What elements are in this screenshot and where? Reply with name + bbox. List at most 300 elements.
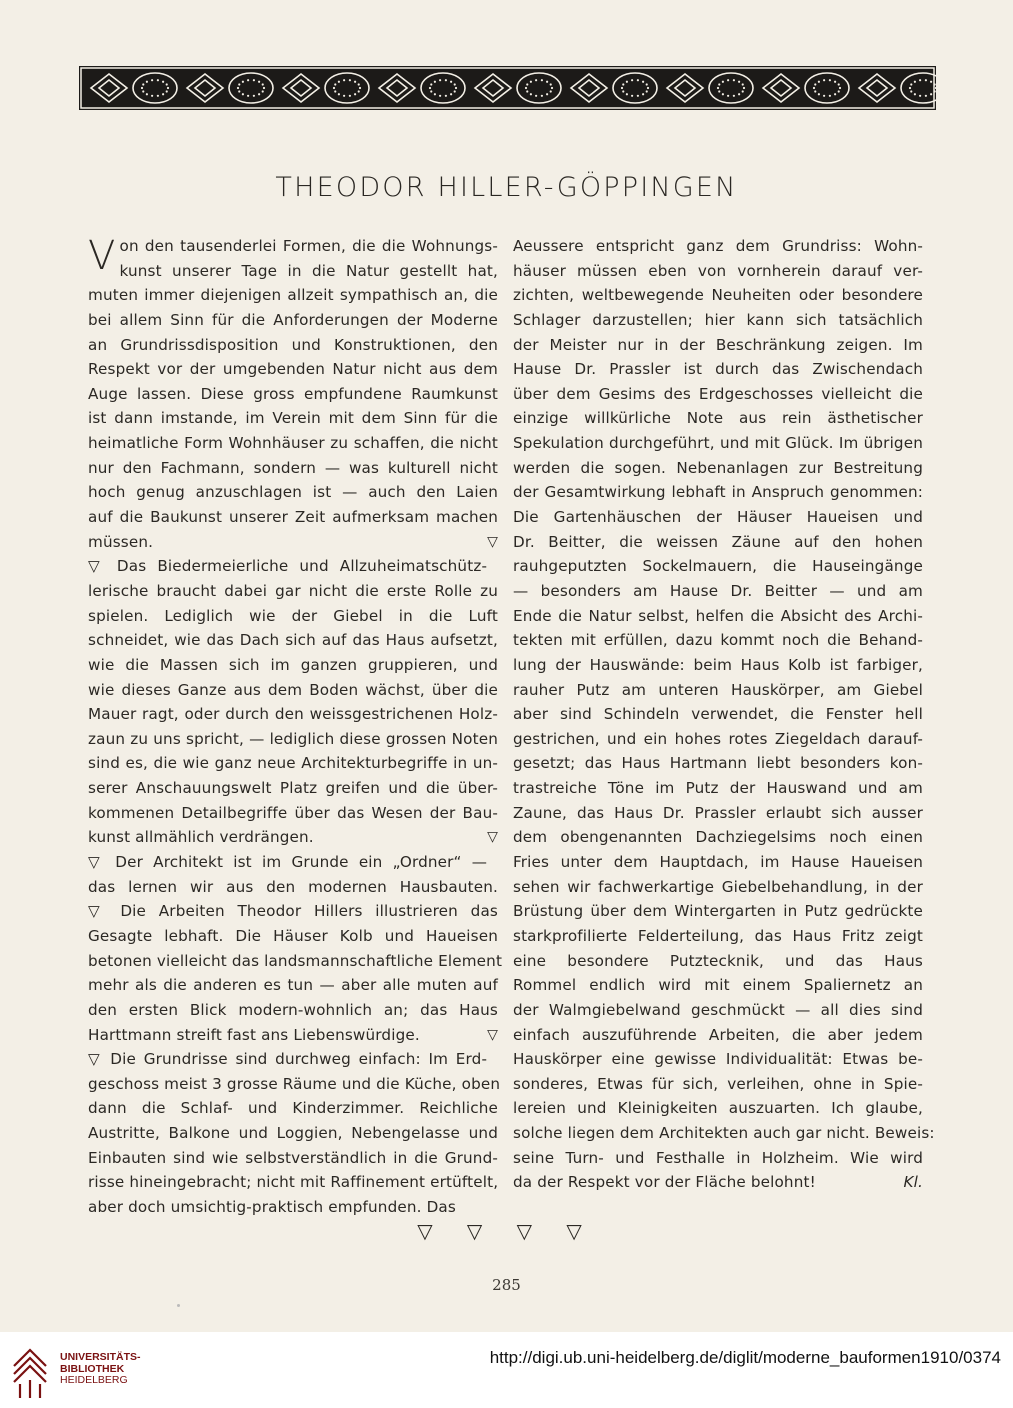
ornament-dot: [157, 79, 159, 81]
ornament-dot: [834, 93, 836, 95]
paragraph-end-mark: ▽: [487, 533, 498, 550]
text-line-content: Spekulation durchgeführt, und mit Glück. Im übrigen: [513, 434, 923, 453]
text-line-content: geschoss meist 3 grosse Räume und die Küche, oben: [88, 1074, 501, 1093]
ornament-dot: [823, 79, 825, 81]
text-line: [88, 949, 503, 974]
text-line-content: kunst allmählich verdrängen.: [88, 828, 314, 847]
ornament-dot: [646, 90, 648, 92]
ornament-dot: [146, 81, 148, 83]
text-line-content: da der Respekt vor der Fläche belohnt!: [513, 1173, 816, 1192]
text-line: [88, 456, 498, 481]
ornament-dot: [930, 81, 932, 83]
text-line-content: Aeussere entspricht ganz dem Grundriss: Wohn-: [513, 237, 923, 255]
text-line-content: muten immer diejenigen allzeit sympathisch an, die: [88, 286, 498, 305]
ornament-dot: [914, 81, 916, 83]
text-line: [513, 554, 923, 579]
text-line: [513, 653, 923, 678]
ornament-dot: [258, 81, 260, 83]
ornament-dot: [263, 87, 265, 89]
text-line-content: risse hineingebracht; nicht mit Raffinement ertüftelt,: [88, 1173, 499, 1192]
text-line-content: hoch genug anzuschlagen ist — auch den Laien: [88, 483, 498, 502]
ornament-dot: [333, 87, 335, 89]
text-line: [513, 259, 923, 284]
text-line-content: Zaune, das Haus Dr. Prassler erlaubt sich ausser: [513, 803, 923, 822]
ornament-dot: [253, 79, 255, 81]
ornament-dot: [743, 87, 745, 89]
paragraph-end-mark: ▽: [487, 829, 498, 846]
text-line-content: wie dieses Ganze aus dem Boden wächst, über die: [88, 680, 498, 699]
page-number: 285: [492, 1276, 521, 1294]
text-line-content: Fries unter dem Hauptdach, im Hause Haueisen: [513, 853, 923, 872]
text-line-content: Hauskörper eine gewisse Individualität: Etwas be-: [513, 1050, 923, 1069]
text-line: [513, 431, 923, 456]
ornament-dot: [166, 90, 168, 92]
ornament-dot: [354, 93, 356, 95]
ornament-dot: [343, 79, 345, 81]
text-line: [88, 1047, 498, 1072]
text-line-content: über dem Gesims des Erdgeschosses vielleicht die: [513, 384, 923, 403]
ornament-dot: [429, 87, 431, 89]
ornament-dot: [910, 83, 912, 85]
text-line: [513, 1121, 935, 1146]
ornament-diamond: [379, 74, 415, 102]
text-line: [513, 456, 923, 481]
ornament-dot: [142, 90, 144, 92]
text-line-content: werden die sogen. Nebenanlagen zur Bestreitung: [513, 458, 923, 477]
text-line-content: schneidet, wie das Dach sich auf das Haus aufsetzt,: [88, 631, 498, 650]
text-line-content: nur den Fachmann, sondern — was kulturell nicht: [88, 458, 498, 477]
text-line: [88, 924, 498, 949]
ornament-dot: [814, 90, 816, 92]
ornament-dot: [530, 81, 532, 83]
ornament-dot: [242, 81, 244, 83]
scan-speck: [177, 1304, 180, 1307]
text-line: [88, 875, 498, 900]
ornament-dot: [742, 90, 744, 92]
ornament-dot: [733, 79, 735, 81]
text-line: [513, 530, 923, 555]
drop-cap: V: [88, 233, 116, 279]
text-line: [513, 702, 923, 727]
text-line: [88, 1170, 498, 1195]
text-line-content: rauhgeputzten Sockelmauern, die Hauseingänge: [513, 557, 923, 576]
library-name-line: HEIDELBERG: [60, 1374, 128, 1386]
ornament-oval: [517, 73, 561, 103]
ornament-dot: [733, 95, 735, 97]
text-line-content: auf die Baukunst unserer Zeit aufmerksam machen: [88, 508, 498, 527]
text-line: [513, 406, 923, 431]
ornament-dot: [146, 93, 148, 95]
ornament-dot: [238, 83, 240, 85]
ornament-oval: [613, 73, 657, 103]
text-line: [88, 431, 498, 456]
ornament-dot: [151, 79, 153, 81]
text-line: [513, 357, 923, 382]
text-line-content: seine Turn- und Festhalle in Holzheim. Wie wird: [513, 1148, 923, 1167]
text-line: [88, 1072, 501, 1097]
text-line-content: sehen wir fachwerkartige Giebelbehandlung, in der: [513, 877, 923, 896]
text-line-content: Ende die Natur selbst, helfen die Absicht des Archi-: [513, 606, 923, 625]
ornament-dot: [354, 81, 356, 83]
text-line-content: Respekt vor der umgebenden Natur nicht aus dem: [88, 360, 498, 379]
text-line: [88, 333, 498, 358]
ornament-dot: [722, 81, 724, 83]
ornament-dot: [151, 95, 153, 97]
text-line-content: den ersten Blick modern-wohnlich an; das Haus: [88, 1000, 498, 1019]
ornament-dot: [142, 83, 144, 85]
digitization-footer: [0, 1332, 1013, 1408]
ornament-dot: [237, 87, 239, 89]
ornament-dot: [358, 83, 360, 85]
text-line-content: einzige willkürliche Note aus rein ästhetischer: [513, 409, 923, 428]
text-line-content: Austritte, Balkone und Loggien, Nebengelasse und: [88, 1124, 498, 1143]
ornament-dot: [742, 83, 744, 85]
text-line-content: trastreiche Töne im Putz der Hauswand und am: [513, 779, 923, 798]
text-line-content: serer Anschauungswelt Platz greifen und die über-: [88, 779, 498, 798]
ornament-diamond: [571, 74, 607, 102]
text-line-content: ▽ Der Architekt ist im Grunde ein „Ordner“ —: [88, 853, 488, 872]
text-line: [88, 801, 498, 826]
text-line-content: Auge lassen. Diese gross empfundene Raumkunst: [88, 384, 498, 403]
text-line: [513, 924, 923, 949]
ornament-dot: [738, 93, 740, 95]
ornament-dot: [349, 79, 351, 81]
text-line: [513, 628, 923, 653]
ornament-dot: [258, 93, 260, 95]
ornament-dot: [358, 90, 360, 92]
ornament-dot: [818, 81, 820, 83]
ornament-dot: [262, 83, 264, 85]
text-line: [513, 604, 923, 629]
ornament-dot: [445, 79, 447, 81]
ornament-dot: [646, 83, 648, 85]
ornament-dot: [727, 95, 729, 97]
library-name-line: BIBLIOTHEK: [60, 1362, 125, 1375]
ornament-dot: [359, 87, 361, 89]
ornament-dot: [727, 79, 729, 81]
text-line-content: heimatliche Form Wohnhäuser zu schaffen, die nicht: [88, 434, 498, 453]
ornament-diamond: [187, 74, 223, 102]
text-line-content: häuser müssen eben von vornherein darauf ver-: [513, 261, 923, 280]
text-line: [88, 825, 498, 850]
ornament-dot: [455, 87, 457, 89]
text-line: [88, 1023, 498, 1048]
ornament-diamond: [283, 74, 319, 102]
text-line-content: wie die Massen sich im ganzen gruppieren, und: [88, 655, 498, 674]
text-line: [88, 234, 498, 259]
text-line-content: der Gesamtwirkung lebhaft in Anspruch genommen:: [513, 483, 923, 502]
text-line: [513, 382, 923, 407]
ornament-dot: [343, 95, 345, 97]
text-line: [88, 530, 498, 555]
text-line-content: dann die Schlaf- und Kinderzimmer. Reichliche: [88, 1099, 498, 1118]
ornament-dot: [642, 81, 644, 83]
text-line-content: gesetzt; das Haus Hartmann liebt besonders kon-: [513, 754, 923, 773]
ornament-dot: [338, 93, 340, 95]
ornament-dot: [621, 87, 623, 89]
ornament-dot: [450, 93, 452, 95]
ornament-dot: [930, 93, 932, 95]
ornament-dot: [637, 95, 639, 97]
text-line-content: Hause Dr. Prassler ist durch das Zwischendach: [513, 360, 923, 379]
text-line: [513, 973, 923, 998]
text-line-content: solche liegen dem Architekten auch gar nicht. Beweis:: [513, 1124, 935, 1143]
text-line: [88, 554, 498, 579]
ornament-dot: [157, 95, 159, 97]
ornament-oval: [805, 73, 849, 103]
ornament-dot: [162, 93, 164, 95]
text-line: [88, 480, 498, 505]
text-line: [88, 1195, 498, 1220]
source-url-link[interactable]: http://digi.ub.uni-heidelberg.de/diglit/moderne_bauformen1910/0374: [489, 1348, 1001, 1367]
ornament-dot: [247, 95, 249, 97]
ornament-dot: [622, 90, 624, 92]
paragraph-end-mark: ▽: [487, 1026, 498, 1043]
ornament-dot: [622, 83, 624, 85]
text-line-content: gestrichen, und ein hohes rotes Ziegeldach darauf-: [513, 729, 923, 748]
ornament-dot: [626, 93, 628, 95]
text-line: [88, 702, 498, 727]
ornament-diamond: [475, 74, 511, 102]
ornament-diamond: [859, 74, 895, 102]
ornament-dot: [909, 87, 911, 89]
ornament-oval: [421, 73, 465, 103]
ornament-dot: [813, 87, 815, 89]
ornament-dot: [637, 79, 639, 81]
text-line: [88, 357, 498, 382]
ornament-dot: [242, 93, 244, 95]
ornament-diamond: [91, 74, 127, 102]
ornament-dot: [541, 95, 543, 97]
text-line-content: Die Gartenhäuschen der Häuser Haueisen und: [513, 508, 923, 527]
ornament-dot: [430, 90, 432, 92]
text-line: [513, 875, 923, 900]
ornament-dot: [166, 83, 168, 85]
ornament-oval: [133, 73, 177, 103]
ornament-dot: [722, 93, 724, 95]
text-line-content: ▽ Die Grundrisse sind durchweg einfach: Im Erd-: [88, 1050, 488, 1069]
text-line-content: lerische braucht dabei gar nicht die erste Rolle zu: [88, 581, 498, 600]
ornament-dot: [262, 90, 264, 92]
text-line-content: Brüstung über dem Wintergarten in Putz gedrückte: [513, 902, 923, 921]
text-line: [513, 1047, 923, 1072]
library-logo-icon[interactable]: [10, 1344, 50, 1400]
text-line: [88, 1121, 498, 1146]
ornament-dot: [430, 83, 432, 85]
ornament-dot: [434, 81, 436, 83]
text-line-content: lung der Hauswände: beim Haus Kolb ist farbiger,: [513, 655, 923, 674]
ornament-dot: [647, 87, 649, 89]
ornament-dot: [541, 79, 543, 81]
ornament-dot: [253, 95, 255, 97]
text-line: [513, 751, 923, 776]
text-line: [513, 678, 923, 703]
ornament-dot: [829, 79, 831, 81]
ornament-dot: [814, 83, 816, 85]
ornament-dot: [546, 81, 548, 83]
text-line: [88, 308, 498, 333]
text-line: [513, 1023, 923, 1048]
ornament-dot: [919, 79, 921, 81]
text-line-content: Dr. Beitter, die weissen Zäune auf den hohen: [513, 532, 923, 551]
text-line: [513, 1072, 923, 1097]
ornament-dot: [454, 83, 456, 85]
author-signature: Kl.: [903, 1173, 923, 1192]
ornamental-border-band: [79, 66, 936, 110]
text-line-content: Gesagte lebhaft. Die Häuser Kolb und Haueisen: [88, 926, 498, 945]
text-line: [513, 1146, 923, 1171]
ornament-dot: [334, 83, 336, 85]
text-line-content: Rommel endlich wird mit einem Spaliernetz an: [513, 976, 923, 995]
ornament-dot: [167, 87, 169, 89]
text-line-content: kunst unserer Tage in die Natur gestellt hat,: [119, 261, 498, 280]
ornament-dot: [818, 93, 820, 95]
text-line: [513, 333, 923, 358]
text-line: [88, 579, 498, 604]
ornament-dot: [914, 93, 916, 95]
text-line: [88, 899, 498, 924]
ornament-dot: [535, 95, 537, 97]
ornament-dot: [829, 95, 831, 97]
text-line: [513, 579, 923, 604]
text-line: [513, 801, 923, 826]
text-line: [88, 604, 498, 629]
text-line: [513, 776, 923, 801]
ornament-oval: [229, 73, 273, 103]
text-line-content: — besonders am Hause Dr. Beitter — und am: [513, 581, 923, 600]
text-line: [513, 505, 923, 530]
text-line-content: aber sind Schindeln verwendet, die Fenster hell: [513, 705, 923, 724]
ornament-dot: [823, 95, 825, 97]
ornament-dot: [626, 81, 628, 83]
text-line: [513, 949, 923, 974]
ornament-dot: [550, 83, 552, 85]
library-name-line: UNIVERSITÄTS-: [60, 1351, 141, 1363]
page-title: THEODOR HILLER-GÖPPINGEN: [275, 172, 738, 203]
text-line: [88, 998, 498, 1023]
ornament-dot: [910, 90, 912, 92]
ornament-pattern-icon: [79, 66, 936, 110]
ornament-oval: [325, 73, 369, 103]
text-line-content: spielen. Lediglich wie der Giebel in die Luft: [88, 606, 498, 625]
text-column-left: [88, 233, 503, 1220]
library-name[interactable]: [60, 1352, 141, 1387]
ornament-oval: [901, 73, 936, 103]
ornament-diamond: [763, 74, 799, 102]
text-line: [513, 234, 923, 259]
text-line: [88, 259, 498, 284]
ornament-dot: [834, 81, 836, 83]
text-line: [513, 998, 923, 1023]
ornament-dot: [525, 87, 527, 89]
text-line: [88, 653, 498, 678]
text-line-content: eine besondere Putztecknik, und das Haus: [513, 951, 923, 970]
text-line: [88, 727, 498, 752]
text-line-content: ▽ Das Biedermeierliche und Allzuheimatschütz-: [88, 557, 488, 576]
text-line: [513, 480, 923, 505]
ornament-dot: [839, 87, 841, 89]
text-line-content: ▽ Die Arbeiten Theodor Hillers illustrieren das: [88, 902, 498, 921]
ornament-dot: [631, 95, 633, 97]
text-line: [513, 727, 923, 752]
ornament-dot: [454, 90, 456, 92]
ornament-dot: [738, 81, 740, 83]
ornament-dot: [141, 87, 143, 89]
closing-triangles: ▽ ▽ ▽ ▽: [417, 1219, 596, 1243]
ornament-dot: [838, 90, 840, 92]
text-line-content: on den tausenderlei Formen, die die Wohnungs-: [119, 237, 498, 255]
ornament-dot: [439, 95, 441, 97]
text-line-content: das lernen wir aus den modernen Hausbauten.: [88, 877, 498, 896]
ornament-dot: [642, 93, 644, 95]
ornament-dot: [925, 79, 927, 81]
ornament-dot: [925, 95, 927, 97]
ornament-dot: [434, 93, 436, 95]
text-line-content: müssen.: [88, 532, 154, 551]
text-line: [88, 283, 498, 308]
text-line-content: Harttmann streift fast ans Liebenswürdige.: [88, 1025, 420, 1044]
ornament-oval: [709, 73, 753, 103]
ornament-dot: [247, 79, 249, 81]
text-line-content: sind es, die wie ganz neue Architekturbegriffe in un-: [88, 754, 498, 773]
text-line-content: Einbauten sind wie selbstverständlich in die Grund-: [88, 1148, 498, 1167]
text-line-content: ist dann imstande, im Verein mit dem Sinn für die: [88, 409, 498, 428]
ornament-dot: [535, 79, 537, 81]
text-line-content: betonen vielleicht das landsmannschaftliche Element: [88, 951, 503, 970]
text-line: [88, 628, 498, 653]
ornament-dot: [238, 90, 240, 92]
text-line-content: Schlager darzustellen; hier kann sich tatsächlich: [513, 310, 923, 329]
text-line-content: einfach auszuführende Arbeiten, die aber jedem: [513, 1025, 923, 1044]
text-line-content: zaun zu uns spricht, — lediglich diese grossen Noten: [88, 729, 498, 748]
text-line-content: lereien und Kleinigkeiten auszuarten. Ich glaube,: [513, 1099, 923, 1118]
ornament-dot: [445, 95, 447, 97]
ornament-dot: [935, 87, 936, 89]
ornament-dot: [934, 90, 936, 92]
ornament-dot: [551, 87, 553, 89]
text-line: [88, 406, 498, 431]
ornament-dot: [338, 81, 340, 83]
ornament-dot: [530, 93, 532, 95]
text-line: [88, 751, 498, 776]
ornament-dot: [334, 90, 336, 92]
text-line: [513, 899, 923, 924]
text-line: [88, 505, 498, 530]
text-line: [513, 825, 923, 850]
text-column-right: [513, 234, 935, 1195]
ornament-dot: [631, 79, 633, 81]
ornament-dot: [550, 90, 552, 92]
text-line: [88, 850, 498, 875]
ornament-dot: [162, 81, 164, 83]
text-line-content: dem obengenannten Dachziegelsims noch einen: [513, 828, 923, 847]
ornament-dot: [439, 79, 441, 81]
text-line: [88, 1146, 498, 1171]
ornament-diamond: [667, 74, 703, 102]
text-line: [513, 1096, 923, 1121]
text-line-content: aber doch umsichtig-praktisch empfunden. Das: [88, 1197, 456, 1216]
ornament-dot: [718, 83, 720, 85]
text-line: [88, 776, 498, 801]
ornament-dot: [919, 95, 921, 97]
text-line: [88, 382, 498, 407]
text-line: [88, 973, 498, 998]
ornament-dot: [349, 95, 351, 97]
text-line-content: rauher Putz am unteren Hauskörper, am Giebel: [513, 680, 923, 699]
text-line-content: der Walmgiebelwand geschmückt — all dies sind: [513, 1000, 923, 1019]
ornament-dot: [838, 83, 840, 85]
text-line-content: sonderes, Etwas für sich, verleihen, ohne in Spie-: [513, 1074, 923, 1093]
